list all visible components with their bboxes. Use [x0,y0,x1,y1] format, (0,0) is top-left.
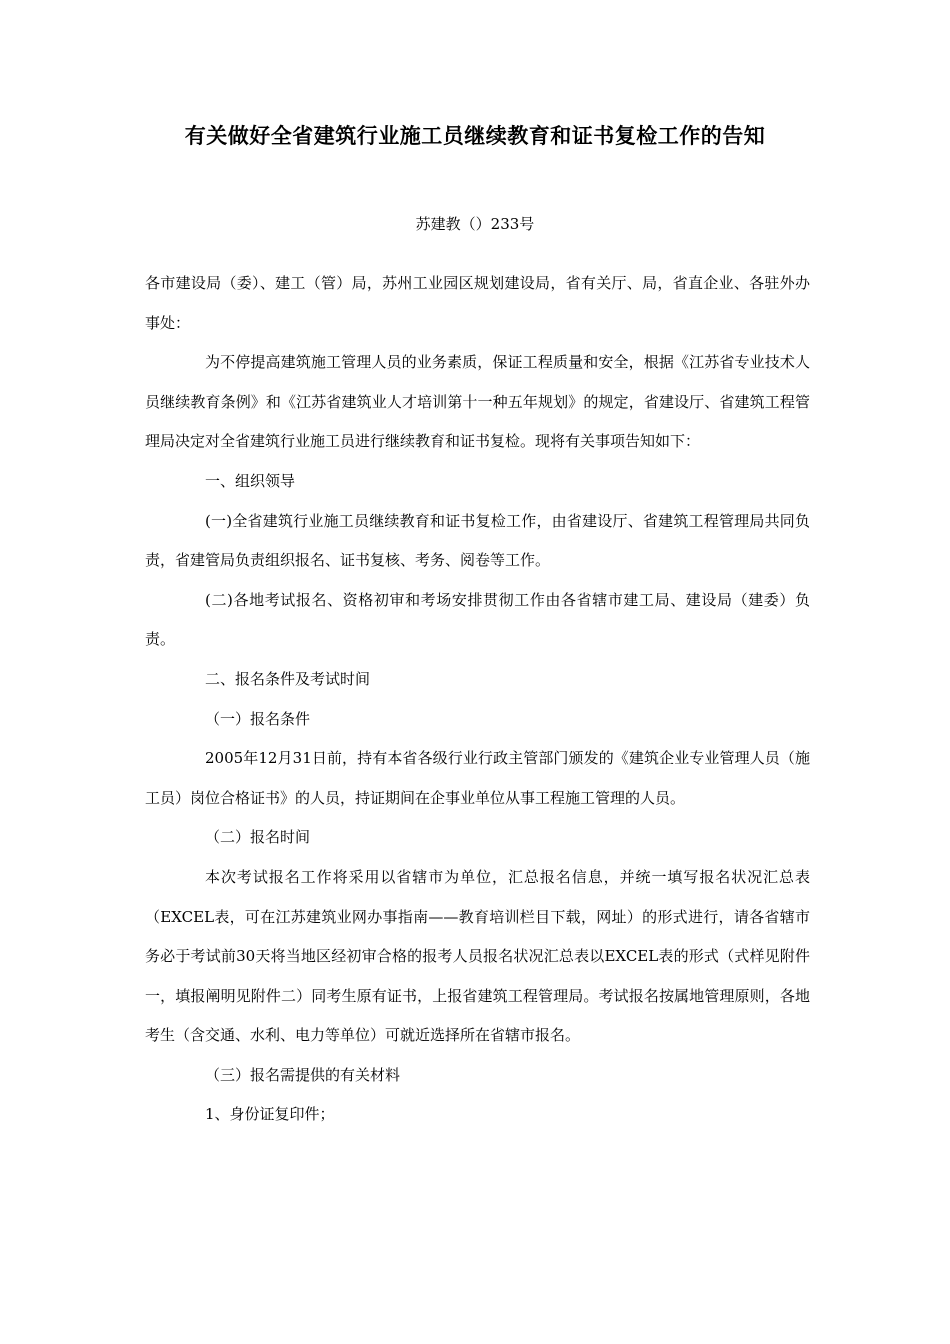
subheading-conditions: （一）报名条件 [205,709,311,728]
paragraph-time: 本次考试报名工作将采用以省辖市为单位，汇总报名信息，并统一填写报名状况汇总表（EXCEL表，可在江苏建筑业网办事指南——教育培训栏目下载，网址）的形式进行，请各省辖市务必于考试前30天将当地区经初审合格的报考人员报名状况汇总表以EXCEL表的形式（式样见附件一，填报阐明见附件二）同考生原有证书，上报省建筑工程管理局。考试报名按属地管理原则，各地考生（含交通、水利、电力等单位）可就近选择所在省辖市报名。 [145,867,810,1045]
addressee: 各市建设局（委）、建工（管）局，苏州工业园区规划建设局，省有关厅、局，省直企业、各驻外办事处： [145,274,810,332]
subheading-materials: （三）报名需提供的有关材料 [205,1065,401,1084]
document-number: 苏建教（）233号 [415,215,535,233]
paragraph-conditions: 2005年12月31日前，持有本省各级行业行政主管部门颁发的《建筑企业专业管理人员（施工员）岗位合格证书》的人员，持证期间在企事业单位从事工程施工管理的人员。 [145,749,810,807]
list-item-id-copy: 1、身份证复印件； [205,1105,335,1124]
section-heading-organization: 一、组织领导 [205,471,296,490]
paragraph-intro: 为不停提高建筑施工管理人员的业务素质，保证工程质量和安全，根据《江苏省专业技术人员继续教育条例》和《江苏省建筑业人才培训第十一种五年规划》的规定，省建设厅、省建筑工程管理局决定对全省建筑行业施工员进行继续教育和证书复检。现将有关事项告知如下： [145,353,810,451]
subheading-time: （二）报名时间 [205,828,311,847]
paragraph-organization-2: (二)各地考试报名、资格初审和考场安排贯彻工作由各省辖市建工局、建设局（建委）负责。 [145,590,810,649]
paragraph-organization-1: (一)全省建筑行业施工员继续教育和证书复检工作，由省建设厅、省建筑工程管理局共同负责，省建管局负责组织报名、证书复核、考务、阅卷等工作。 [145,511,810,570]
document-body [145,264,810,1135]
document-title: 有关做好全省建筑行业施工员继续教育和证书复检工作的告知 [184,123,766,148]
section-heading-registration: 二、报名条件及考试时间 [205,669,371,688]
